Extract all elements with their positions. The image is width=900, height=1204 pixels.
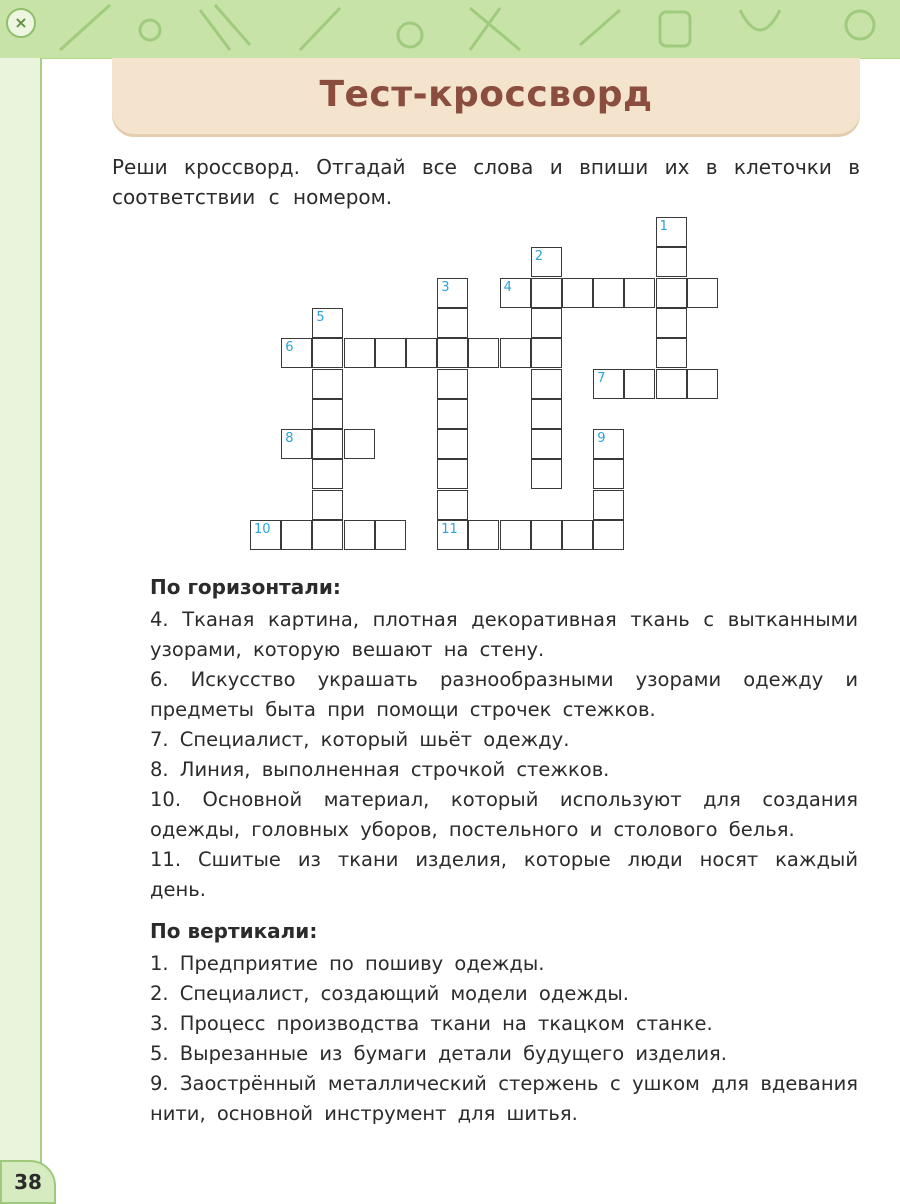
crossword-cell[interactable] [531,369,562,399]
crossword-cell[interactable] [562,278,593,308]
crossword-cell[interactable] [437,490,468,520]
crossword-number: 1 [659,219,668,234]
crossword-cell[interactable] [406,338,437,368]
clues-section [150,575,858,1129]
decorative-header-band [0,0,900,59]
crossword-cell[interactable] [656,369,687,399]
crossword-cell[interactable] [687,369,718,399]
close-icon: × [6,8,36,38]
clue-across-7: 7. Специалист, который шьёт одежду. [150,728,570,751]
down-heading: По вертикали: [150,919,318,943]
crossword-cell[interactable] [531,308,562,338]
clue-down-2: 2. Специалист, создающий модели одежды. [150,982,629,1005]
crossword-cell[interactable] [593,490,624,520]
crossword-cell[interactable] [687,278,718,308]
crossword-cell[interactable] [312,399,343,429]
clue-down-9: 9. Заострённый металлический стержень с ушком для вдевания нити, основной инструмент для шитья. [150,1072,858,1125]
clue-across-10: 10. Основной материал, который используют для создания одежды, головных уборов, постельного и столового белья. [150,788,858,841]
crossword-number: 10 [254,522,271,537]
crossword-cell[interactable] [531,338,562,368]
sewing-tools-pattern [0,0,900,58]
crossword-cell[interactable] [312,429,343,459]
crossword-number: 6 [285,340,294,356]
crossword-cell[interactable] [624,369,655,399]
crossword-cell[interactable] [593,459,624,489]
crossword-cell[interactable] [281,520,312,550]
crossword-cell[interactable] [468,338,499,368]
crossword-cell[interactable] [656,278,687,308]
crossword-cell[interactable] [531,520,562,550]
clue-across-8: 8. Линия, выполненная строчкой стежков. [150,758,610,781]
crossword-number: 9 [597,431,606,447]
page-number: 38 [0,1160,56,1204]
crossword-cell[interactable] [437,459,468,489]
crossword-number: 4 [503,279,512,295]
crossword-cell[interactable] [344,520,375,550]
task-instruction: Реши кроссворд. Отгадай все слова и впиши их в клеточки в соответствии с номером. [112,155,860,209]
crossword-cell[interactable] [312,490,343,520]
crossword-cell[interactable] [531,429,562,459]
crossword-cell[interactable] [624,278,655,308]
crossword-cell[interactable] [437,429,468,459]
crossword-number: 11 [441,522,458,537]
page-title: Тест-кроссворд [319,74,653,115]
clue-across-4: 4. Тканая картина, плотная декоративная ткань с вытканными узорами, которую вешают на стену. [150,608,858,661]
crossword-number: 7 [597,370,606,386]
crossword-cell[interactable] [468,520,499,550]
crossword-cell[interactable] [437,369,468,399]
crossword-cell[interactable] [593,278,624,308]
crossword-number: 3 [441,279,450,295]
crossword-cell[interactable] [562,520,593,550]
crossword-cell[interactable] [656,338,687,368]
crossword-cell[interactable] [437,338,468,368]
left-margin-strip [0,58,42,1200]
crossword-cell[interactable] [437,399,468,429]
crossword-cell[interactable] [312,520,343,550]
crossword-cell[interactable] [375,338,406,368]
crossword-cell[interactable] [344,338,375,368]
clue-down-3: 3. Процесс производства ткани на ткацком станке. [150,1012,713,1035]
clue-across-11: 11. Сшитые из ткани изделия, которые люди носят каждый день. [150,848,858,901]
crossword-cell[interactable] [531,399,562,429]
crossword-cell[interactable] [531,459,562,489]
crossword-cell[interactable] [312,369,343,399]
crossword-cell[interactable] [656,247,687,277]
across-heading: По горизонтали: [150,575,341,599]
crossword-number: 5 [316,309,325,325]
crossword-cell[interactable] [500,520,531,550]
clue-down-5: 5. Вырезанные из бумаги детали будущего изделия. [150,1042,727,1065]
crossword-cell[interactable] [375,520,406,550]
crossword-cell[interactable] [312,459,343,489]
crossword-number: 2 [534,249,544,265]
clue-down-1: 1. Предприятие по пошиву одежды. [150,952,545,975]
clue-across-6: 6. Искусство украшать разнообразными узорами одежду и предметы быта при помощи строчек стежков. [150,668,858,721]
crossword-cell[interactable] [531,278,562,308]
crossword-number: 8 [285,431,294,447]
crossword-cell[interactable] [500,338,531,368]
crossword-cell[interactable] [344,429,375,459]
crossword-cell[interactable] [437,308,468,338]
crossword-cell[interactable] [656,308,687,338]
crossword-cell[interactable] [312,338,343,368]
crossword-cell[interactable] [593,520,624,550]
